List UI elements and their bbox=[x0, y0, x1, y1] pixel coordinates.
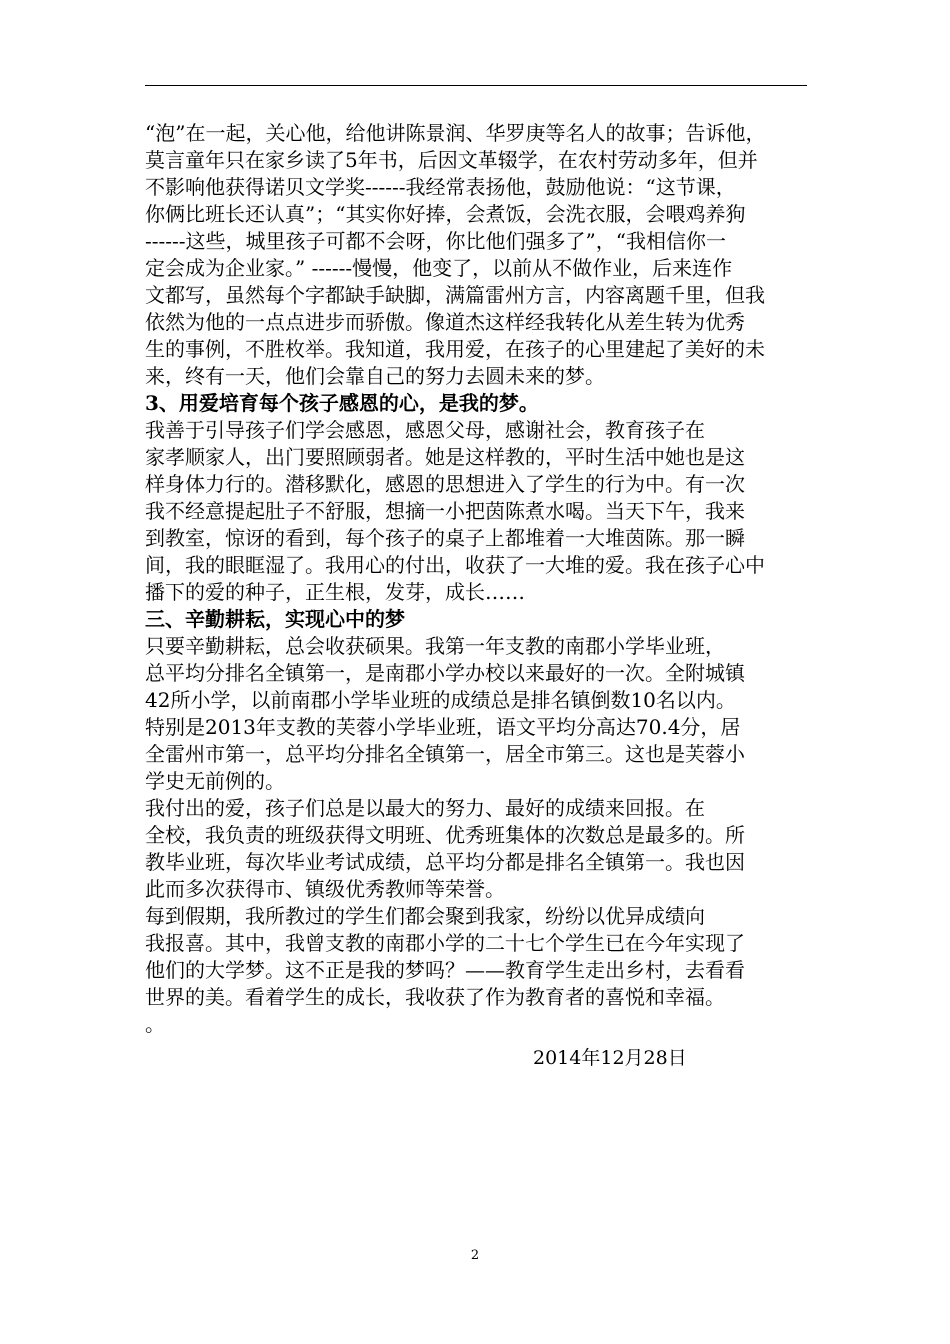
text-line: 不影响他获得诺贝文学奖------我经常表扬他，鼓励他说：“这节课， bbox=[145, 175, 736, 199]
section-heading: 三、辛勤耕耘，实现心中的梦 bbox=[145, 607, 405, 631]
text-line: 总平均分排名全镇第一，是南郡小学办校以来最好的一次。全附城镇 bbox=[145, 661, 745, 685]
text-line: 播下的爱的种子，正生根，发芽，成长…… bbox=[145, 580, 525, 604]
text-line: “泡”在一起，关心他，给他讲陈景润、华罗庚等名人的故事；告诉他， bbox=[145, 121, 766, 145]
text-line: 定会成为企业家。” ------慢慢，他变了，以前从不做作业，后来连作 bbox=[145, 256, 733, 280]
text-line: 学史无前例的。 bbox=[145, 769, 285, 793]
text-line: 特别是2013年支教的芙蓉小学毕业班，语文平均分高达70.4分，居 bbox=[145, 715, 741, 739]
text-line: 你俩比班长还认真”；“其实你好捧，会煮饭，会洗衣服，会喂鸡养狗 bbox=[145, 202, 746, 226]
page-number: 2 bbox=[470, 1248, 480, 1263]
text-line: 间，我的眼眶湿了。我用心的付出，收获了一大堆的爱。我在孩子心中 bbox=[145, 553, 765, 577]
text-line: 我善于引导孩子们学会感恩，感恩父母，感谢社会，教育孩子在 bbox=[145, 418, 705, 442]
header-rule bbox=[145, 85, 807, 86]
document-body bbox=[145, 120, 817, 1072]
text-line: 到教室，惊讶的看到，每个孩子的桌子上都堆着一大堆茵陈。那一瞬 bbox=[145, 526, 745, 550]
text-line: 生的事例，不胜枚举。我知道，我用爱，在孩子的心里建起了美好的未 bbox=[145, 337, 765, 361]
text-line: 每到假期，我所教过的学生们都会聚到我家，纷纷以优异成绩向 bbox=[145, 904, 705, 928]
text-line: 莫言童年只在家乡读了5年书，后因文革辍学，在农村劳动多年，但并 bbox=[145, 148, 758, 172]
text-line: 依然为他的一点点进步而骄傲。像道杰这样经我转化从差生转为优秀 bbox=[145, 310, 745, 334]
text-line: 文都写，虽然每个字都缺手缺脚，满篇雷州方言，内容离题千里，但我 bbox=[145, 283, 765, 307]
text-line: 世界的美。看着学生的成长，我收获了作为教育者的喜悦和幸福。 bbox=[145, 985, 725, 1009]
text-line: 样身体力行的。潜移默化，感恩的思想进入了学生的行为中。有一次 bbox=[145, 472, 745, 496]
text-line: 家孝顺家人，出门要照顾弱者。她是这样教的，平时生活中她也是这 bbox=[145, 445, 745, 469]
document-date: 2014年12月28日 bbox=[533, 1047, 687, 1069]
text-line: 我付出的爱，孩子们总是以最大的努力、最好的成绩来回报。在 bbox=[145, 796, 705, 820]
text-line: ------这些，城里孩子可都不会呀，你比他们强多了”，“我相信你一 bbox=[145, 229, 726, 253]
text-line: 。 bbox=[145, 1012, 165, 1036]
text-line: 我不经意提起肚子不舒服，想摘一小把茵陈煮水喝。当天下午，我来 bbox=[145, 499, 745, 523]
text-line: 全雷州市第一，总平均分排名全镇第一，居全市第三。这也是芙蓉小 bbox=[145, 742, 745, 766]
text-line: 只要辛勤耕耘，总会收获硕果。我第一年支教的南郡小学毕业班， bbox=[145, 634, 725, 658]
text-line: 此而多次获得市、镇级优秀教师等荣誉。 bbox=[145, 877, 505, 901]
text-line: 我报喜。其中，我曾支教的南郡小学的二十七个学生已在今年实现了 bbox=[145, 931, 745, 955]
text-line: 来，终有一天，他们会靠自己的努力去圆未来的梦。 bbox=[145, 364, 605, 388]
text-line: 他们的大学梦。这不正是我的梦吗？——教育学生走出乡村，去看看 bbox=[145, 958, 745, 982]
text-line: 教毕业班，每次毕业考试成绩，总平均分都是排名全镇第一。我也因 bbox=[145, 850, 745, 874]
text-line: 全校，我负责的班级获得文明班、优秀班集体的次数总是最多的。所 bbox=[145, 823, 745, 847]
section-heading: 3、用爱培育每个孩子感恩的心，是我的梦。 bbox=[145, 391, 539, 415]
text-line: 42所小学，以前南郡小学毕业班的成绩总是排名镇倒数10名以内。 bbox=[145, 688, 736, 712]
